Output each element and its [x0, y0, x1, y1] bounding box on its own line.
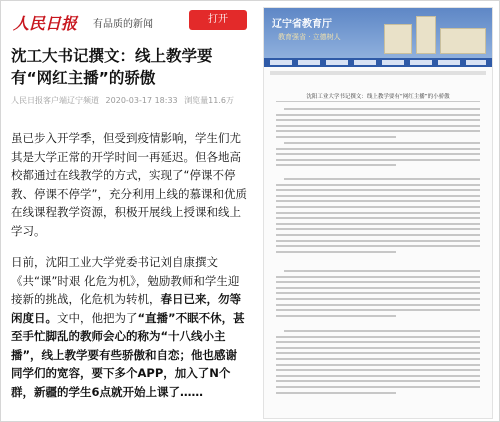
- article-text-line: [276, 315, 396, 317]
- article-text-line: [276, 148, 480, 150]
- article-text-line: [276, 119, 480, 121]
- site-banner: [264, 8, 492, 58]
- article-paragraph-2: [11, 253, 247, 401]
- building-image: [384, 24, 412, 54]
- title-divider: [276, 101, 480, 102]
- nav-item[interactable]: [382, 60, 404, 65]
- article-text-line: [276, 240, 480, 242]
- article-text-line: [276, 200, 480, 202]
- app-slogan: 有品质的新闻: [93, 19, 153, 30]
- article-text-line: [276, 276, 480, 278]
- article-text-line: [276, 375, 480, 377]
- nav-item[interactable]: [326, 60, 348, 65]
- article-text-line: [276, 212, 480, 214]
- nav-item[interactable]: [354, 60, 376, 65]
- article-text-line: [276, 245, 480, 247]
- article-text-line: [276, 369, 480, 371]
- breadcrumb: [270, 71, 486, 75]
- article-text-line: [276, 234, 480, 236]
- article-text-line: [276, 114, 480, 116]
- nav-item[interactable]: [298, 60, 320, 65]
- site-nav: [264, 58, 492, 67]
- article-text-line: [276, 352, 480, 354]
- article-paragraph-1: 虽已步入开学季，但受到疫情影响，学生们尤其是大学正常的开学时间一再延迟。但各地高校都通过在线教学的方式，实现了“停课不停教、停课不停学”，充分利用上线的慕课和优质在线课程教学资源，积极开展线上授课和线上学习。: [11, 131, 247, 238]
- article-text-line: [276, 380, 480, 382]
- paragraph-2-quote: “直播”不眠不休，甚至手忙脚乱的教师会心的称为“十八线小主播”，线上教学要有些骄傲和自恋；他也感谢同学们的宽容，要下多个APP，加入了N个群，新疆的学生6点就开始上课了……: [11, 310, 245, 399]
- article-text-line: [276, 159, 480, 161]
- campus-image: [440, 28, 486, 54]
- article-text-line: [276, 228, 480, 230]
- article-text-line: [284, 108, 480, 110]
- article-text-line: [276, 386, 480, 388]
- article-text-line: [276, 347, 480, 349]
- article-text-line: [276, 281, 480, 283]
- tower-image: [416, 16, 436, 54]
- nav-item[interactable]: [410, 60, 432, 65]
- newspaper-page-panel: [263, 7, 493, 419]
- article-text-line: [276, 392, 396, 394]
- article-text-line: [276, 217, 480, 219]
- article-headline: 沈工大书记撰文：线上教学要有“网红主播”的骄傲: [11, 47, 213, 87]
- paragraph-2-text: 文中，他把为了: [57, 310, 138, 325]
- paragraph-2-emphasis: 春日已来，勿等闲度日。: [11, 292, 241, 325]
- article-text-line: [276, 341, 480, 343]
- article-text-line: [276, 223, 480, 225]
- article-text-line: [276, 189, 480, 191]
- article-text-line: [276, 164, 396, 166]
- article-text-line: [284, 330, 480, 332]
- article-text-line: [276, 130, 480, 132]
- article-text-line: [276, 136, 396, 138]
- nav-item[interactable]: [270, 60, 292, 65]
- site-title: 辽宁省教育厅: [272, 19, 332, 30]
- app-header: [7, 7, 251, 35]
- article-source[interactable]: 人民日报客户端辽宁频道: [11, 96, 99, 105]
- article-text-line: [276, 358, 480, 360]
- article-text-line: [276, 364, 480, 366]
- article-text-line: [276, 298, 480, 300]
- mobile-article-panel: [7, 7, 251, 417]
- article-text-line: [276, 125, 480, 127]
- article-text-line: [276, 195, 480, 197]
- article-text-line: [276, 251, 396, 253]
- paragraph-2-intro: 日前，沈阳工业大学党委书记刘自康撰文《共“课”时艰 化危为机》，勉励教师和学生迎接新的挑战，化危机为转机，: [11, 255, 240, 306]
- newspaper-article-title: 沈阳工业大学书记撰文：线上教学要有“网红主播”的小骄傲: [306, 94, 450, 100]
- article-date: 2020-03-17 18:33: [105, 96, 178, 105]
- open-app-button[interactable]: 打开: [189, 10, 247, 30]
- app-logo: 人民日报: [13, 14, 78, 33]
- article-text-line: [276, 309, 480, 311]
- article-text-line: [276, 292, 480, 294]
- article-text-line: [276, 304, 480, 306]
- nav-item[interactable]: [438, 60, 460, 65]
- article-text-line: [276, 287, 480, 289]
- article-text-line: [284, 142, 480, 144]
- site-subtitle: 教育强省 · 立德树人: [278, 33, 341, 41]
- article-text-line: [276, 184, 480, 186]
- article-text-line: [284, 178, 480, 180]
- article-text-line: [276, 153, 480, 155]
- nav-item[interactable]: [466, 60, 486, 65]
- article-text-line: [276, 336, 480, 338]
- article-text-line: [276, 206, 480, 208]
- article-meta: [11, 95, 249, 106]
- article-text-line: [284, 270, 480, 272]
- article-views: 浏览量11.6万: [184, 96, 234, 105]
